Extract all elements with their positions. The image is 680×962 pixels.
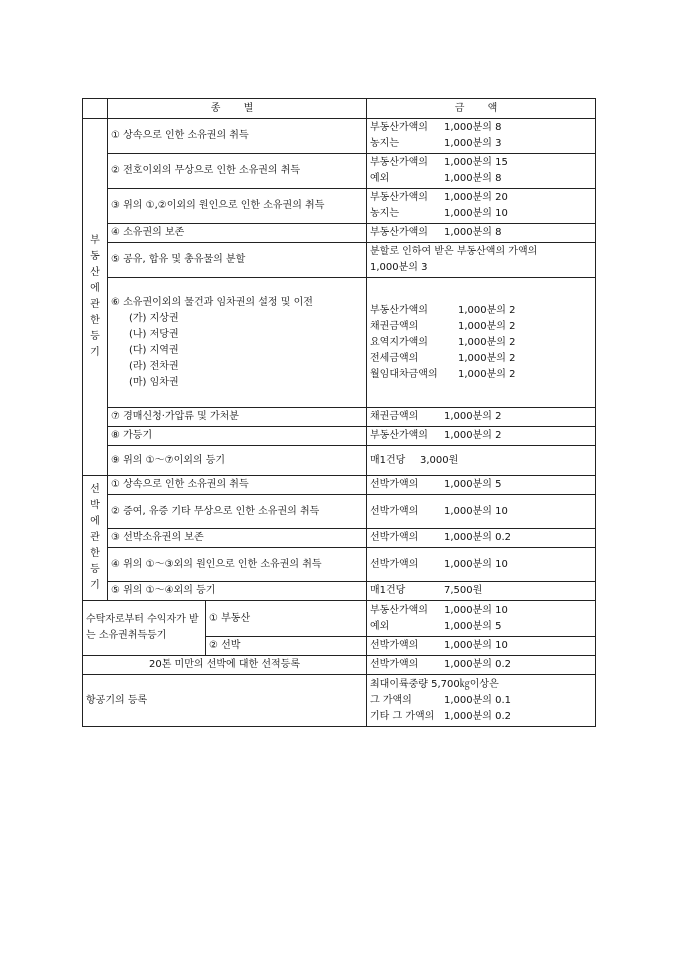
amount-basis: 농지는 (370, 138, 399, 149)
ship-row (83, 495, 596, 529)
amount-basis: 농지는 (370, 208, 399, 219)
amount-rate: 1,000분의 10 (444, 604, 508, 616)
amount-basis: 선박가액의 (370, 532, 419, 543)
amount-rate: 1,000분의 0.2 (444, 659, 512, 670)
amount-basis: 1,000분의 3 (370, 262, 428, 273)
real-estate-row (83, 427, 596, 446)
amount-line (370, 428, 592, 444)
ship-row (83, 548, 596, 582)
amount-rate: 1,000분의 2 (444, 430, 502, 441)
amount-line (370, 206, 592, 222)
amount-rate: 1,000분의 0.2 (444, 532, 512, 543)
amount-rate: 1,000분의 0.2 (444, 710, 512, 722)
amount-line (370, 319, 592, 335)
amount-cell (367, 408, 596, 427)
header-type: 종 별 (108, 99, 367, 119)
amount-cell (367, 427, 596, 446)
amount-rate: 1,000분의 2 (458, 368, 516, 380)
amount-basis: 최대이륙중량 5,700㎏이상은 (370, 678, 499, 690)
amount-basis: 부동산가액의 (370, 430, 428, 441)
type-cell (206, 637, 367, 656)
amount-line (370, 693, 592, 709)
type-text: ⑤ 공유, 합유 및 총유물의 분할 (111, 254, 246, 265)
amount-rate: 1,000분의 20 (444, 192, 508, 203)
label-char: 등 (90, 564, 100, 575)
type-text: 항공기의 등록 (86, 694, 148, 706)
amount-cell (367, 278, 596, 408)
amount-rate: 3,000원 (420, 454, 459, 466)
type-text: ② 전호이외의 무상으로 인한 소유권의 취득 (111, 165, 301, 176)
amount-cell (367, 154, 596, 189)
amount-basis: 매1건당 (370, 454, 406, 466)
type-cell (108, 224, 367, 243)
amount-basis: 부동산가액의 (370, 304, 428, 316)
trust-label: 수탁자로부터 수익자가 받는 소유권취득등기 (83, 601, 206, 656)
amount-basis: 분할로 인하여 받은 부동산액의 가액의 (370, 246, 538, 257)
type-cell (108, 189, 367, 224)
amount-rate: 1,000분의 2 (444, 411, 502, 422)
amount-line (370, 190, 592, 206)
trust-row (83, 601, 596, 637)
amount-line (370, 709, 592, 725)
type-cell (108, 154, 367, 189)
aircraft-row (83, 675, 596, 727)
type-text: ② 증여, 유증 기타 무상으로 인한 소유권의 취득 (111, 505, 320, 517)
amount-rate: 1,000분의 8 (444, 173, 502, 184)
amount-cell (367, 548, 596, 582)
amount-cell (367, 224, 596, 243)
amount-rate: 1,000분의 10 (444, 208, 508, 219)
amount-cell (367, 189, 596, 224)
real-estate-row (83, 189, 596, 224)
label-char: 부 (90, 235, 100, 246)
type-text: ③ 선박소유권의 보존 (111, 532, 204, 543)
amount-line (370, 409, 592, 425)
type-sub: (나) 저당권 (129, 328, 179, 340)
header-blank (83, 99, 108, 119)
amount-line (370, 638, 592, 654)
amount-basis: 예외 (370, 173, 390, 184)
label-char: 에 (90, 516, 100, 527)
amount-basis: 부동산가액의 (370, 227, 428, 238)
real-estate-row (83, 446, 596, 476)
real-estate-row (83, 119, 596, 154)
amount-basis: 그 가액의 (370, 694, 412, 706)
amount-line (370, 303, 592, 319)
amount-rate: 1,000분의 0.1 (444, 694, 512, 706)
type-cell (108, 529, 367, 548)
amount-cell (367, 119, 596, 154)
amount-line (370, 453, 592, 469)
real-estate-row (83, 154, 596, 189)
amount-rate: 1,000분의 2 (458, 336, 516, 348)
amount-basis: 선박가액의 (370, 659, 419, 670)
label-char: 기 (90, 580, 100, 591)
amount-cell (367, 495, 596, 529)
amount-line (370, 677, 592, 693)
amount-line (370, 244, 592, 260)
ship-row (83, 529, 596, 548)
type-text: ① 상속으로 인한 소유권의 취득 (111, 479, 249, 490)
label-char: 한 (90, 315, 100, 326)
real-estate-row (83, 408, 596, 427)
amount-line (370, 367, 592, 383)
real-estate-row (83, 243, 596, 278)
amount-rate: 1,000분의 10 (444, 558, 508, 570)
type-cell (108, 278, 367, 408)
label-char: 에 (90, 283, 100, 294)
type-cell (108, 548, 367, 582)
amount-cell (367, 529, 596, 548)
type-text: ⑧ 가등기 (111, 430, 153, 441)
amount-cell (367, 243, 596, 278)
type-sub: (가) 지상권 (129, 312, 179, 324)
type-text: ③ 위의 ①,②이외의 원인으로 인한 소유권의 취득 (111, 200, 325, 211)
amount-line (370, 335, 592, 351)
amount-line (370, 603, 592, 619)
amount-rate: 7,500원 (444, 585, 483, 596)
amount-rate: 1,000분의 10 (444, 640, 508, 651)
type-cell (83, 656, 367, 675)
amount-basis: 전세금액의 (370, 352, 419, 364)
amount-cell (367, 656, 596, 675)
section-label (83, 476, 108, 601)
type-text: ④ 소유권의 보존 (111, 227, 185, 238)
type-cell (108, 427, 367, 446)
type-text: ① 상속으로 인한 소유권의 취득 (111, 130, 249, 141)
amount-rate: 1,000분의 2 (458, 320, 516, 332)
amount-basis: 선박가액의 (370, 558, 419, 570)
amount-cell (367, 601, 596, 637)
type-cell (108, 495, 367, 529)
header-amount: 금 액 (367, 99, 596, 119)
label-char: 동 (90, 251, 100, 262)
label-char: 선 (90, 484, 100, 495)
type-text: ⑦ 경매신청·가압류 및 가처분 (111, 411, 239, 422)
amount-line (370, 171, 592, 187)
amount-cell (367, 582, 596, 601)
amount-line (370, 351, 592, 367)
type-text: ② 선박 (209, 640, 241, 651)
type-text: 20톤 미만의 선박에 대한 선적등록 (148, 659, 301, 670)
registration-tax-table (82, 98, 596, 727)
small-ship-row (83, 656, 596, 675)
type-text: ① 부동산 (209, 612, 251, 624)
amount-basis: 월임대차금액의 (370, 368, 438, 380)
amount-rate: 1,000분의 15 (444, 157, 508, 168)
type-sub: (다) 지역권 (129, 344, 179, 356)
type-text: ⑤ 위의 ①～④외의 등기 (111, 585, 216, 596)
ship-row (83, 582, 596, 601)
label-char: 박 (90, 500, 100, 511)
type-text: ⑥ 소유권이외의 물건과 임차권의 설정 및 이전 (111, 296, 313, 308)
amount-line (370, 477, 592, 493)
label-char: 산 (90, 267, 100, 278)
amount-cell (367, 675, 596, 727)
amount-rate: 1,000분의 5 (444, 479, 502, 490)
type-text: ④ 위의 ①～③외의 원인으로 인한 소유권의 취득 (111, 558, 322, 570)
amount-line (370, 136, 592, 152)
amount-rate: 1,000분의 2 (458, 304, 516, 316)
amount-line (370, 557, 592, 573)
amount-basis: 기타 그 가액의 (370, 710, 435, 722)
amount-line (370, 260, 592, 276)
type-cell (108, 446, 367, 476)
amount-cell (367, 637, 596, 656)
ship-row (83, 476, 596, 495)
type-sub: (라) 전차권 (129, 360, 179, 372)
type-cell (108, 582, 367, 601)
type-cell (108, 408, 367, 427)
amount-cell (367, 476, 596, 495)
amount-basis: 선박가액의 (370, 479, 419, 490)
amount-cell (367, 446, 596, 476)
label-char: 기 (90, 347, 100, 358)
amount-basis: 예외 (370, 620, 390, 632)
amount-rate: 1,000분의 3 (444, 138, 502, 149)
amount-basis: 부동산가액의 (370, 122, 428, 133)
amount-rate: 1,000분의 8 (444, 227, 502, 238)
amount-basis: 선박가액의 (370, 640, 419, 651)
amount-line (370, 657, 592, 673)
amount-line (370, 155, 592, 171)
type-cell (108, 476, 367, 495)
type-cell (108, 243, 367, 278)
type-sub: (마) 임차권 (129, 376, 179, 388)
label-char: 관 (90, 532, 100, 543)
amount-line (370, 619, 592, 635)
amount-rate: 1,000분의 10 (444, 505, 508, 517)
amount-line (370, 504, 592, 520)
amount-basis: 부동산가액의 (370, 192, 428, 203)
amount-basis: 요역지가액의 (370, 336, 428, 348)
amount-line (370, 530, 592, 546)
type-cell (108, 119, 367, 154)
type-cell (206, 601, 367, 637)
section-label (83, 119, 108, 476)
label-char: 등 (90, 331, 100, 342)
amount-line (370, 583, 592, 599)
amount-basis: 부동산가액의 (370, 604, 428, 616)
amount-line (370, 120, 592, 136)
amount-basis: 부동산가액의 (370, 157, 428, 168)
label-char: 관 (90, 299, 100, 310)
amount-rate: 1,000분의 5 (444, 620, 502, 632)
amount-basis: 채권금액의 (370, 411, 419, 422)
amount-line (370, 225, 592, 241)
type-text: ⑨ 위의 ①～⑦이외의 등기 (111, 454, 226, 466)
type-cell (83, 675, 367, 727)
real-estate-row (83, 278, 596, 408)
label-char: 한 (90, 548, 100, 559)
amount-basis: 매1건당 (370, 585, 406, 596)
amount-basis: 채권금액의 (370, 320, 419, 332)
amount-rate: 1,000분의 8 (444, 122, 502, 133)
amount-rate: 1,000분의 2 (458, 352, 516, 364)
amount-basis: 선박가액의 (370, 505, 419, 517)
header-row (83, 99, 596, 119)
real-estate-row (83, 224, 596, 243)
